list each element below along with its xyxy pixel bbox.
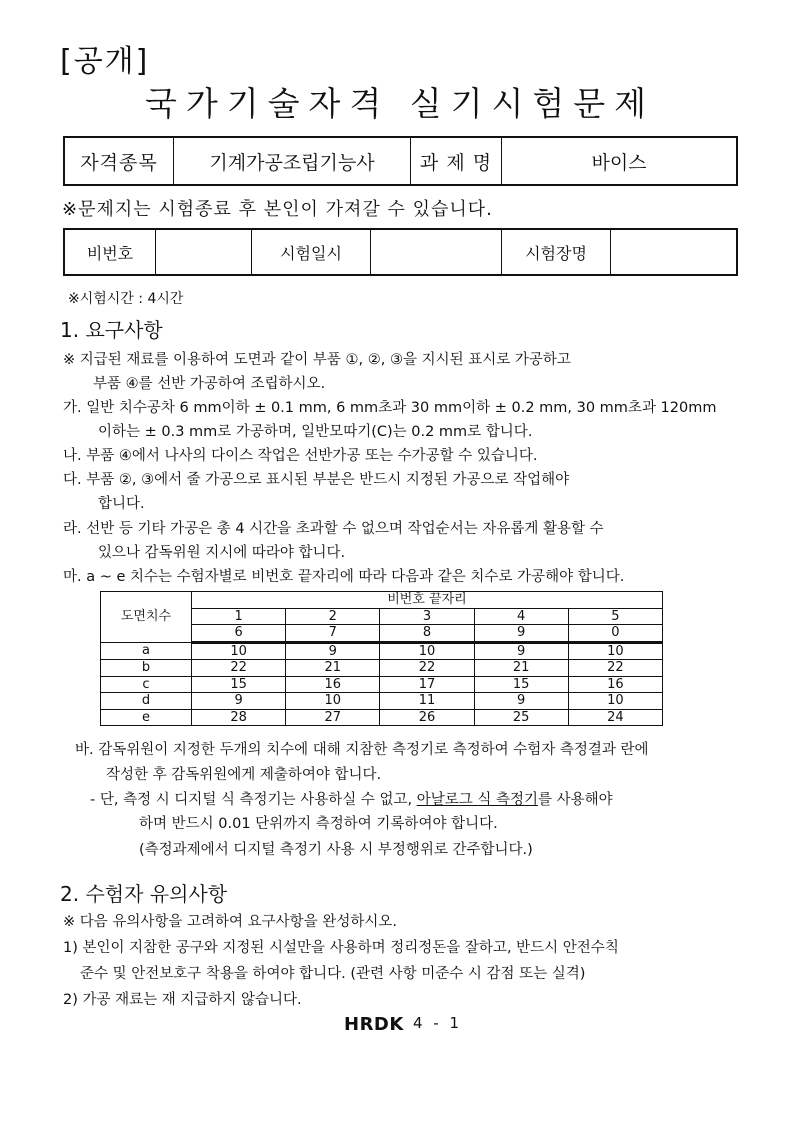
req-ma: 마. a ~ e 치수는 수험자별로 비번호 끝자리에 따라 다음과 같은 치수로 가공해야 합니다.	[63, 569, 625, 585]
page-number: 4 - 1	[413, 1014, 463, 1032]
dim-digit: 0	[568, 625, 662, 643]
dim-cell: 16	[286, 676, 380, 693]
dim-row-b	[101, 660, 663, 677]
hrdk-logo: HRDK	[344, 1014, 404, 1035]
req-ba-line3-pre: - 단, 측정 시 디지털 식 측정기는 사용하실 수 없고,	[90, 792, 417, 808]
dim-digit: 8	[380, 625, 474, 643]
req-intro-line2: 부품 ④를 선반 가공하여 조립하시오.	[93, 376, 326, 392]
dim-row-label: b	[101, 660, 192, 677]
caution-item2: 2) 가공 재료는 재 지급하지 않습니다.	[63, 992, 302, 1008]
section2-heading: 2. 수험자 유의사항	[60, 882, 228, 906]
req-ba-line5: (측정과제에서 디지털 측정기 사용 시 부정행위로 간주합니다.)	[139, 842, 533, 858]
dim-digit: 1	[192, 608, 286, 625]
req-ba-line4: 하며 반드시 0.01 단위까지 측정하여 기록하여야 합니다.	[139, 816, 498, 832]
req-ga-line1: 가. 일반 치수공차 6 mm이하 ± 0.1 mm, 6 mm초과 30 mm이하 ± 0.2 mm, 30 mm초과 120mm	[63, 400, 717, 416]
dim-cell: 10	[568, 642, 662, 660]
req-da-line1: 다. 부품 ②, ③에서 줄 가공으로 표시된 부분은 반드시 지정된 가공으로 작업해야	[63, 472, 570, 488]
req-ga-line2: 이하는 ± 0.3 mm로 가공하며, 일반모따기(C)는 0.2 mm로 합니다.	[98, 424, 533, 440]
dim-digit: 7	[286, 625, 380, 643]
req-ba-line1: 바. 감독위원이 지정한 두개의 치수에 대해 지참한 측정기로 측정하여 수험자 측정결과 란에	[75, 742, 649, 758]
req-na: 나. 부품 ④에서 나사의 다이스 작업은 선반가공 또는 수가공할 수 있습니다.	[63, 448, 538, 464]
field-label: 자격종목	[64, 137, 174, 185]
dim-row-label: e	[101, 709, 192, 726]
dim-row-a	[101, 642, 663, 660]
req-intro-line1: ※ 지급된 재료를 이용하여 도면과 같이 부품 ①, ②, ③을 지시된 표시로 가공하고	[63, 352, 571, 368]
task-value: 바이스	[502, 137, 738, 185]
dim-cell: 10	[380, 642, 474, 660]
venue-label: 시험장명	[502, 229, 611, 275]
caution-item1-line2: 준수 및 안전보호구 착용을 하여야 합니다. (관련 사항 미준수 시 감점 또는 실격)	[80, 966, 586, 982]
venue-value	[611, 229, 738, 275]
number-value	[156, 229, 252, 275]
dim-cell: 24	[568, 709, 662, 726]
req-ba-line2: 작성한 후 감독위원에게 제출하여야 합니다.	[106, 767, 382, 783]
dim-digit: 6	[192, 625, 286, 643]
dim-cell: 9	[192, 693, 286, 710]
req-ba-line3-post: 를 사용해야	[537, 792, 613, 808]
dim-cell: 10	[192, 642, 286, 660]
req-ra-line1: 라. 선반 등 기타 가공은 총 4 시간을 초과할 수 없으며 작업순서는 자유롭게 활용할 수	[63, 521, 604, 537]
public-tag: [공개]	[60, 44, 150, 79]
dim-cell: 21	[474, 660, 568, 677]
dim-digit: 2	[286, 608, 380, 625]
date-label: 시험일시	[252, 229, 371, 275]
task-label: 과 제 명	[411, 137, 502, 185]
dim-row-label: a	[101, 642, 192, 660]
dim-digit: 4	[474, 608, 568, 625]
dim-digit: 9	[474, 625, 568, 643]
req-ra-line2: 있으나 감독위원 지시에 따라야 합니다.	[98, 545, 346, 561]
dim-row-e	[101, 709, 663, 726]
dim-cell: 22	[380, 660, 474, 677]
dim-row-label: d	[101, 693, 192, 710]
dim-cell: 26	[380, 709, 474, 726]
dim-row-c	[101, 676, 663, 693]
candidate-table	[63, 228, 738, 276]
dim-digit: 3	[380, 608, 474, 625]
date-value	[371, 229, 502, 275]
req-ba-line3	[90, 788, 613, 809]
dim-cell: 9	[286, 642, 380, 660]
dim-cell: 27	[286, 709, 380, 726]
dim-cell: 22	[192, 660, 286, 677]
number-label: 비번호	[64, 229, 156, 275]
req-da-line2: 합니다.	[98, 496, 145, 512]
dim-group-header: 비번호 끝자리	[192, 592, 663, 609]
section1-heading: 1. 요구사항	[60, 318, 163, 342]
dim-cell: 28	[192, 709, 286, 726]
dim-cell: 15	[192, 676, 286, 693]
document-title: 국가기술자격 실기시험문제	[144, 84, 656, 123]
caution-item1-line1: 1) 본인이 지참한 공구와 지정된 시설만을 사용하며 정리정돈을 잘하고, 반드시 안전수칙	[63, 940, 619, 956]
caution-intro: ※ 다음 유의사항을 고려하여 요구사항을 완성하시오.	[63, 914, 397, 930]
dim-cell: 16	[568, 676, 662, 693]
dim-cell: 17	[380, 676, 474, 693]
time-note: ※시험시간 : 4시간	[68, 291, 184, 307]
analog-gauge-underlined: 아날로그 식 측정기	[416, 792, 538, 808]
dim-row-d	[101, 693, 663, 710]
field-value: 기계가공조립기능사	[174, 137, 411, 185]
dim-corner: 도면치수	[101, 592, 192, 643]
dim-cell: 21	[286, 660, 380, 677]
dim-row-label: c	[101, 676, 192, 693]
dim-cell: 9	[474, 693, 568, 710]
dim-digit: 5	[568, 608, 662, 625]
dim-cell: 9	[474, 642, 568, 660]
dim-cell: 10	[286, 693, 380, 710]
dimension-table	[100, 591, 663, 726]
exam-info-table	[63, 136, 738, 186]
notice-text: ※문제지는 시험종료 후 본인이 가져갈 수 있습니다.	[62, 199, 493, 220]
dim-cell: 22	[568, 660, 662, 677]
dim-cell: 15	[474, 676, 568, 693]
dim-cell: 11	[380, 693, 474, 710]
dim-cell: 10	[568, 693, 662, 710]
dim-cell: 25	[474, 709, 568, 726]
